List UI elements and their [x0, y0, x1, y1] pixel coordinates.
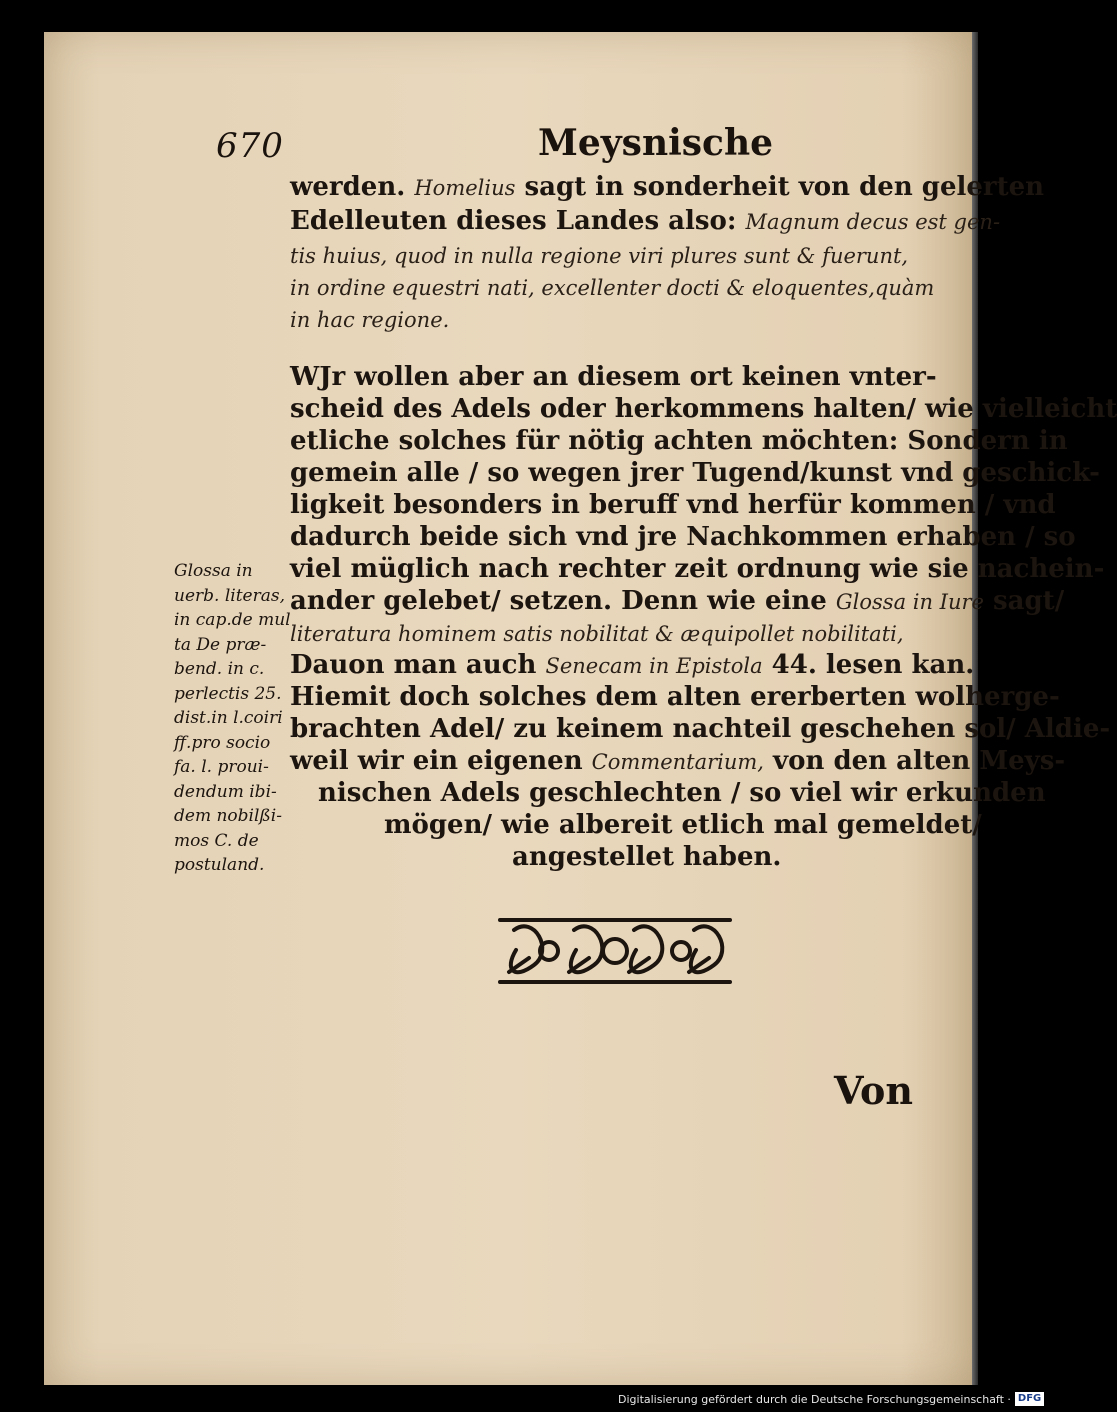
text-line: weil wir ein eigenen Commentarium, von den alten Meys-: [290, 746, 1066, 776]
margin-note-line: perlectis 25.: [174, 683, 282, 704]
text-line: angestellet haben.: [512, 842, 782, 872]
text-line: ligkeit besonders in beruff vnd herfür kommen / vnd: [290, 490, 1056, 520]
margin-note-line: Glossa in: [174, 561, 253, 581]
text-line: etliche solches für nötig achten möchten: Sondern in: [290, 426, 1068, 456]
text-line: literatura hominem satis nobilitat & æquipollet nobilitati,: [290, 622, 904, 646]
margin-note-line: in cap.de mul: [174, 610, 291, 630]
margin-note-line: dendum ibi-: [174, 781, 277, 802]
catchword: Von: [834, 1068, 913, 1113]
text-line: nischen Adels geschlechten / so viel wir erkunden: [318, 778, 1046, 808]
text-line: in hac regione.: [290, 308, 450, 332]
margin-note-line: postuland.: [174, 855, 265, 875]
text-line: in ordine equestri nati, excellenter docti & eloquentes,quàm: [290, 276, 935, 300]
margin-note-line: dist.in l.coiri: [174, 708, 283, 728]
margin-note-line: ta De præ-: [174, 634, 267, 655]
page-number: 670: [216, 126, 284, 166]
text-line: Edelleuten dieses Landes also: Magnum decus est gen-: [290, 206, 1001, 236]
margin-note-line: bend. in c.: [174, 659, 265, 679]
dfg-logo: DFG: [1015, 1392, 1044, 1406]
printers-ornament: [494, 910, 736, 992]
text-line: werden. Homelius sagt in sonderheit von den gelerten: [290, 172, 1045, 202]
text-line: WJr wollen aber an diesem ort keinen vnter-: [290, 362, 937, 392]
margin-note-line: fa. l. proui-: [174, 757, 269, 777]
text-line: dadurch beide sich vnd jre Nachkommen erhaben / so: [290, 522, 1076, 552]
footer-text: Digitalisierung gefördert durch die Deutsche Forschungsgemeinschaft ·: [618, 1392, 1011, 1406]
margin-note-line: uerb. literas,: [174, 585, 285, 606]
running-head: Meysnische: [538, 122, 774, 164]
text-line: scheid des Adels oder herkommens halten/ wie vielleicht: [290, 394, 1117, 424]
text-line: viel müglich nach rechter zeit ordnung wie sie nachein-: [290, 554, 1105, 584]
footer-credit: [618, 1390, 1044, 1408]
margin-note-line: ff.pro socio: [174, 732, 271, 753]
text-line: gemein alle / so wegen jrer Tugend/kunst vnd geschick-: [290, 458, 1100, 488]
text-line: brachten Adel/ zu keinem nachteil geschehen sol/ Aldie-: [290, 714, 1111, 744]
text-line: ander gelebet/ setzen. Denn wie eine Glossa in Iure sagt/: [290, 586, 1065, 616]
text-line: mögen/ wie albereit etlich mal gemeldet/: [384, 810, 982, 840]
text-line: Dauon man auch Senecam in Epistola 44. lesen kan.: [290, 650, 975, 680]
text-line: Hiemit doch solches dem alten ererberten wolherge-: [290, 682, 1060, 712]
margin-note-line: mos C. de: [174, 830, 259, 851]
text-line: tis huius, quod in nulla regione viri plures sunt & fuerunt,: [290, 244, 909, 268]
margin-note-line: dem nobilßi-: [174, 806, 282, 826]
